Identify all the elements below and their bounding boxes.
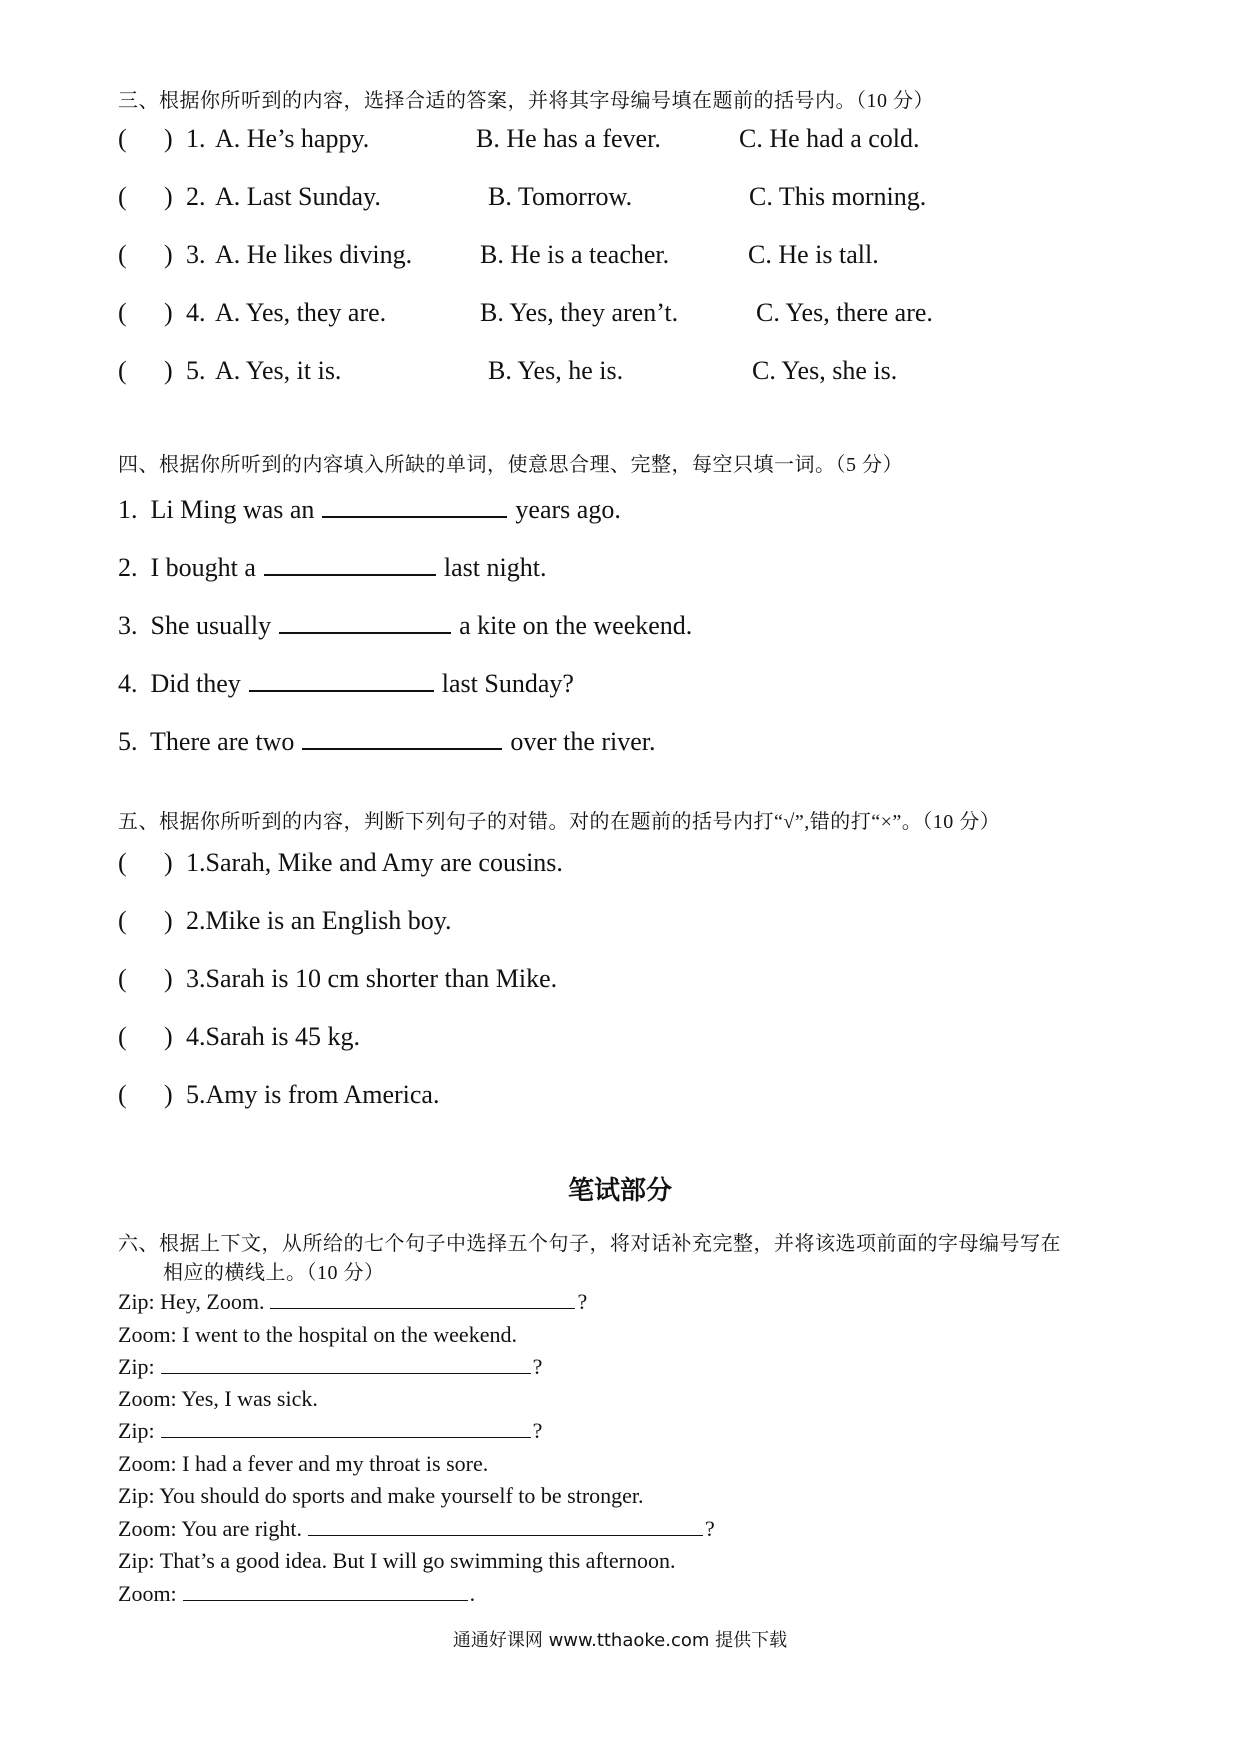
dialogue-line-5	[118, 1418, 542, 1444]
statement-text: 3.Sarah is 10 cm shorter than Mike.	[186, 964, 558, 993]
answer-paren-right: )	[164, 124, 173, 153]
item-number: 2.	[118, 553, 138, 582]
dialogue-tail: ?	[577, 1289, 588, 1314]
option-a: A. Yes, it is.	[215, 356, 342, 385]
answer-paren-left: (	[118, 356, 127, 385]
answer-blank[interactable]	[161, 1419, 531, 1438]
answer-blank[interactable]	[264, 552, 436, 576]
answer-blank[interactable]	[161, 1355, 531, 1374]
option-c: C. He is tall.	[748, 240, 879, 269]
answer-paren-left: (	[118, 1080, 127, 1109]
answer-paren-right: )	[164, 964, 173, 993]
dialogue-text: Zip:	[118, 1354, 155, 1379]
item-number: 1.	[186, 124, 206, 153]
answer-paren-right: )	[164, 906, 173, 935]
section4-item-5	[118, 726, 656, 757]
statement-text: 2.Mike is an English boy.	[186, 906, 452, 935]
dialogue-line-8	[118, 1516, 715, 1542]
dialogue-line-7	[118, 1483, 644, 1509]
answer-paren-left: (	[118, 182, 127, 211]
sentence-after: a kite on the weekend.	[459, 611, 693, 640]
dialogue-line-2	[118, 1322, 517, 1348]
written-part-title: 笔试部分	[567, 1176, 672, 1206]
answer-paren-left: (	[118, 1022, 127, 1051]
dialogue-line-3	[118, 1354, 542, 1380]
answer-blank[interactable]	[308, 1517, 703, 1536]
answer-blank[interactable]	[322, 494, 507, 518]
dialogue-line-4	[118, 1386, 318, 1412]
answer-paren-right: )	[164, 1022, 173, 1051]
section4-heading: 四、根据你所听到的内容填入所缺的单词，使意思合理、完整，每空只填一词。（5 分）	[118, 454, 903, 476]
option-b: B. He has a fever.	[476, 124, 661, 153]
answer-paren-right: )	[164, 356, 173, 385]
item-number: 5.	[186, 356, 206, 385]
dialogue-line-6	[118, 1451, 488, 1477]
dialogue-line-1	[118, 1289, 587, 1315]
dialogue-line-10	[118, 1581, 475, 1607]
dialogue-text: Zip: You should do sports and make yourself to be stronger.	[118, 1483, 644, 1508]
statement-text: 1.Sarah, Mike and Amy are cousins.	[186, 848, 563, 877]
sentence-before: Li Ming was an	[150, 495, 315, 524]
dialogue-text: Zoom: I had a fever and my throat is sore.	[118, 1451, 489, 1476]
option-a: A. He likes diving.	[215, 240, 413, 269]
dialogue-text: Zip: Hey, Zoom.	[118, 1289, 265, 1314]
sentence-after: last night.	[443, 553, 547, 582]
statement-text: 4.Sarah is 45 kg.	[186, 1022, 361, 1051]
answer-paren-left: (	[118, 906, 127, 935]
answer-paren-right: )	[164, 1080, 173, 1109]
item-number: 4.	[118, 669, 138, 698]
item-number: 3.	[186, 240, 206, 269]
dialogue-text: Zip:	[118, 1418, 155, 1443]
sentence-before: I bought a	[150, 553, 256, 582]
sentence-before: She usually	[150, 611, 272, 640]
answer-paren-left: (	[118, 298, 127, 327]
option-c: C. He had a cold.	[739, 124, 920, 153]
dialogue-text: Zoom:	[118, 1581, 177, 1606]
answer-paren-left: (	[118, 848, 127, 877]
item-number: 2.	[186, 182, 206, 211]
option-c: C. Yes, there are.	[756, 298, 933, 327]
section4-item-2	[118, 552, 546, 583]
sentence-before: There are two	[150, 727, 295, 756]
option-a: A. Yes, they are.	[215, 298, 387, 327]
section5-heading: 五、根据你所听到的内容，判断下列句子的对错。对的在题前的括号内打“√”,错的打“×”。（10 分）	[118, 811, 1001, 833]
section4-item-3	[118, 610, 692, 641]
section4-item-4	[118, 668, 574, 699]
dialogue-tail: ?	[704, 1516, 715, 1541]
item-number: 5.	[118, 727, 138, 756]
answer-blank[interactable]	[279, 610, 451, 634]
statement-text: 5.Amy is from America.	[186, 1080, 440, 1109]
answer-paren-right: )	[164, 240, 173, 269]
answer-paren-right: )	[164, 298, 173, 327]
option-a: A. He’s happy.	[215, 124, 370, 153]
item-number: 4.	[186, 298, 206, 327]
sentence-after: last Sunday?	[441, 669, 574, 698]
option-b: B. Yes, they aren’t.	[480, 298, 679, 327]
answer-blank[interactable]	[270, 1290, 575, 1309]
dialogue-line-9	[118, 1548, 675, 1574]
dialogue-text: Zoom: You are right.	[118, 1516, 302, 1541]
option-a: A. Last Sunday.	[215, 182, 381, 211]
answer-blank[interactable]	[249, 668, 434, 692]
answer-paren-left: (	[118, 240, 127, 269]
item-number: 3.	[118, 611, 138, 640]
answer-paren-right: )	[164, 182, 173, 211]
dialogue-tail: .	[469, 1581, 476, 1606]
answer-paren-right: )	[164, 848, 173, 877]
option-c: C. This morning.	[749, 182, 927, 211]
option-b: B. Tomorrow.	[488, 182, 633, 211]
answer-paren-left: (	[118, 964, 127, 993]
answer-blank[interactable]	[302, 726, 502, 750]
sentence-after: over the river.	[510, 727, 656, 756]
dialogue-tail: ?	[532, 1418, 543, 1443]
sentence-before: Did they	[150, 669, 241, 698]
dialogue-text: Zip: That’s a good idea. But I will go swimming this afternoon.	[118, 1548, 676, 1573]
option-c: C. Yes, she is.	[752, 356, 898, 385]
sentence-after: years ago.	[515, 495, 621, 524]
answer-blank[interactable]	[183, 1582, 468, 1601]
dialogue-text: Zoom: I went to the hospital on the weekend.	[118, 1322, 517, 1347]
dialogue-tail: ?	[532, 1354, 543, 1379]
option-b: B. He is a teacher.	[480, 240, 670, 269]
dialogue-text: Zoom: Yes, I was sick.	[118, 1386, 318, 1411]
option-b: B. Yes, he is.	[488, 356, 624, 385]
page-footer: 通通好课网 www.tthaoke.com 提供下载	[452, 1630, 788, 1651]
section4-item-1	[118, 494, 621, 525]
section3-heading: 三、根据你所听到的内容，选择合适的答案，并将其字母编号填在题前的括号内。（10 分）	[118, 90, 934, 112]
answer-paren-left: (	[118, 124, 127, 153]
section6-heading-line1: 六、根据上下文，从所给的七个句子中选择五个句子，将对话补充完整，并将该选项前面的字母编号写在	[118, 1233, 1061, 1255]
section6-heading-line2: 相应的横线上。（10 分）	[163, 1262, 385, 1284]
item-number: 1.	[118, 495, 138, 524]
